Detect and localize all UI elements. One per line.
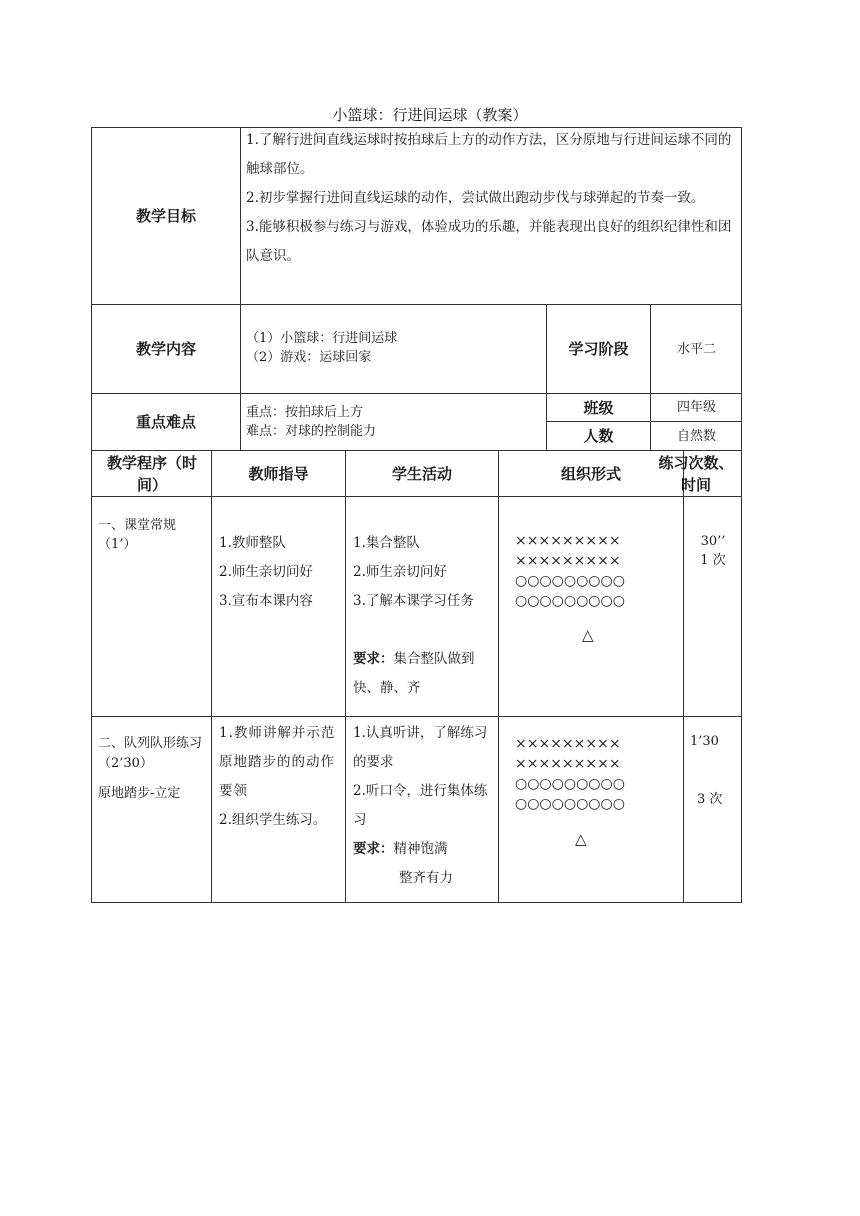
- objectives-label: 教学目标: [135, 207, 196, 225]
- page-title: 小篮球：行进间运球（教案）: [332, 106, 528, 124]
- row2-student: 1.认真听讲，了解练习的要求 2.听口令，进行集体练习 要求：精神饱满 整齐有力: [353, 719, 495, 893]
- stage-label: 学习阶段: [568, 340, 629, 358]
- formation-row: ×××××××××: [515, 553, 621, 569]
- row2-program: 二、队列队形练习（2’30） 原地踏步-立定: [98, 736, 203, 801]
- row2-teacher-mark: △: [575, 830, 587, 848]
- row1-teacher-mark: △: [582, 626, 594, 644]
- formation-row: ×××××××××: [515, 736, 621, 752]
- class-label: 班级: [583, 398, 614, 417]
- count-label: 人数: [583, 427, 614, 445]
- row1-requirement: 要求：集合整队做到快、静、齐: [353, 651, 475, 696]
- objective-item: 3.能够积极参与练习与游戏，体验成功的乐趣，并能表现出良好的组织纪律性和团队意识。: [246, 219, 732, 264]
- key-point-line: 难点：对球的控制能力: [246, 424, 377, 439]
- header-teacher: 教师指导: [248, 464, 309, 483]
- header-org: 组织形式: [560, 464, 621, 483]
- count-value: 自然数: [676, 428, 716, 444]
- key-point-line: 重点：按拍球后上方: [246, 405, 364, 420]
- content-line: （1）小篮球：行进间运球: [246, 331, 398, 346]
- header-program: 教学程序（时间）: [106, 453, 197, 494]
- row1-teacher: 1.教师整队 2.师生亲切问好 3.宣布本课内容: [219, 535, 313, 609]
- content-line: （2）游戏：运球回家: [246, 350, 372, 365]
- row2-practice-time: 1’30: [690, 734, 719, 749]
- formation-row: ○○○○○○○○○: [515, 573, 625, 589]
- objectives-list: [246, 126, 738, 302]
- formation-row: ×××××××××: [515, 756, 621, 772]
- row1-program: 一、课堂常规 （1’）: [98, 518, 177, 552]
- key-points-lines: [246, 403, 544, 441]
- content-label: 教学内容: [135, 340, 196, 358]
- row2-requirement: 要求：精神饱满: [353, 841, 448, 857]
- class-value: 四年级: [676, 400, 716, 415]
- row2-formation: [515, 734, 675, 814]
- row1-formation: [515, 531, 675, 611]
- objective-item: 1.了解行进间直线运球时按拍球后上方的动作方法，区分原地与行进间运球不同的触球部位。: [246, 132, 732, 177]
- row1-student: 1.集合整队 2.师生亲切问好 3.了解本课学习任务 要求：集合整队做到快、静、齐: [353, 529, 495, 703]
- content-lines: [246, 329, 544, 367]
- row1-practice: 30’’ 1 次: [700, 534, 726, 568]
- objective-item: 2.初步掌握行进间直线运球的动作，尝试做出跑动步伐与球弹起的节奏一致。: [246, 190, 705, 206]
- formation-row: ○○○○○○○○○: [515, 593, 625, 609]
- row2-teacher: 1.教师讲解并示范原地踏步的的动作要领 2.组织学生练习。: [219, 725, 336, 828]
- formation-row: ×××××××××: [515, 533, 621, 549]
- header-student: 学生活动: [391, 464, 452, 483]
- header-practice: 练习次数、时间: [658, 453, 734, 494]
- row2-practice-count: 3 次: [697, 792, 723, 807]
- formation-row: ○○○○○○○○○: [515, 776, 625, 792]
- stage-value: 水平二: [676, 341, 716, 357]
- formation-row: ○○○○○○○○○: [515, 796, 625, 812]
- key-points-label: 重点难点: [135, 413, 196, 431]
